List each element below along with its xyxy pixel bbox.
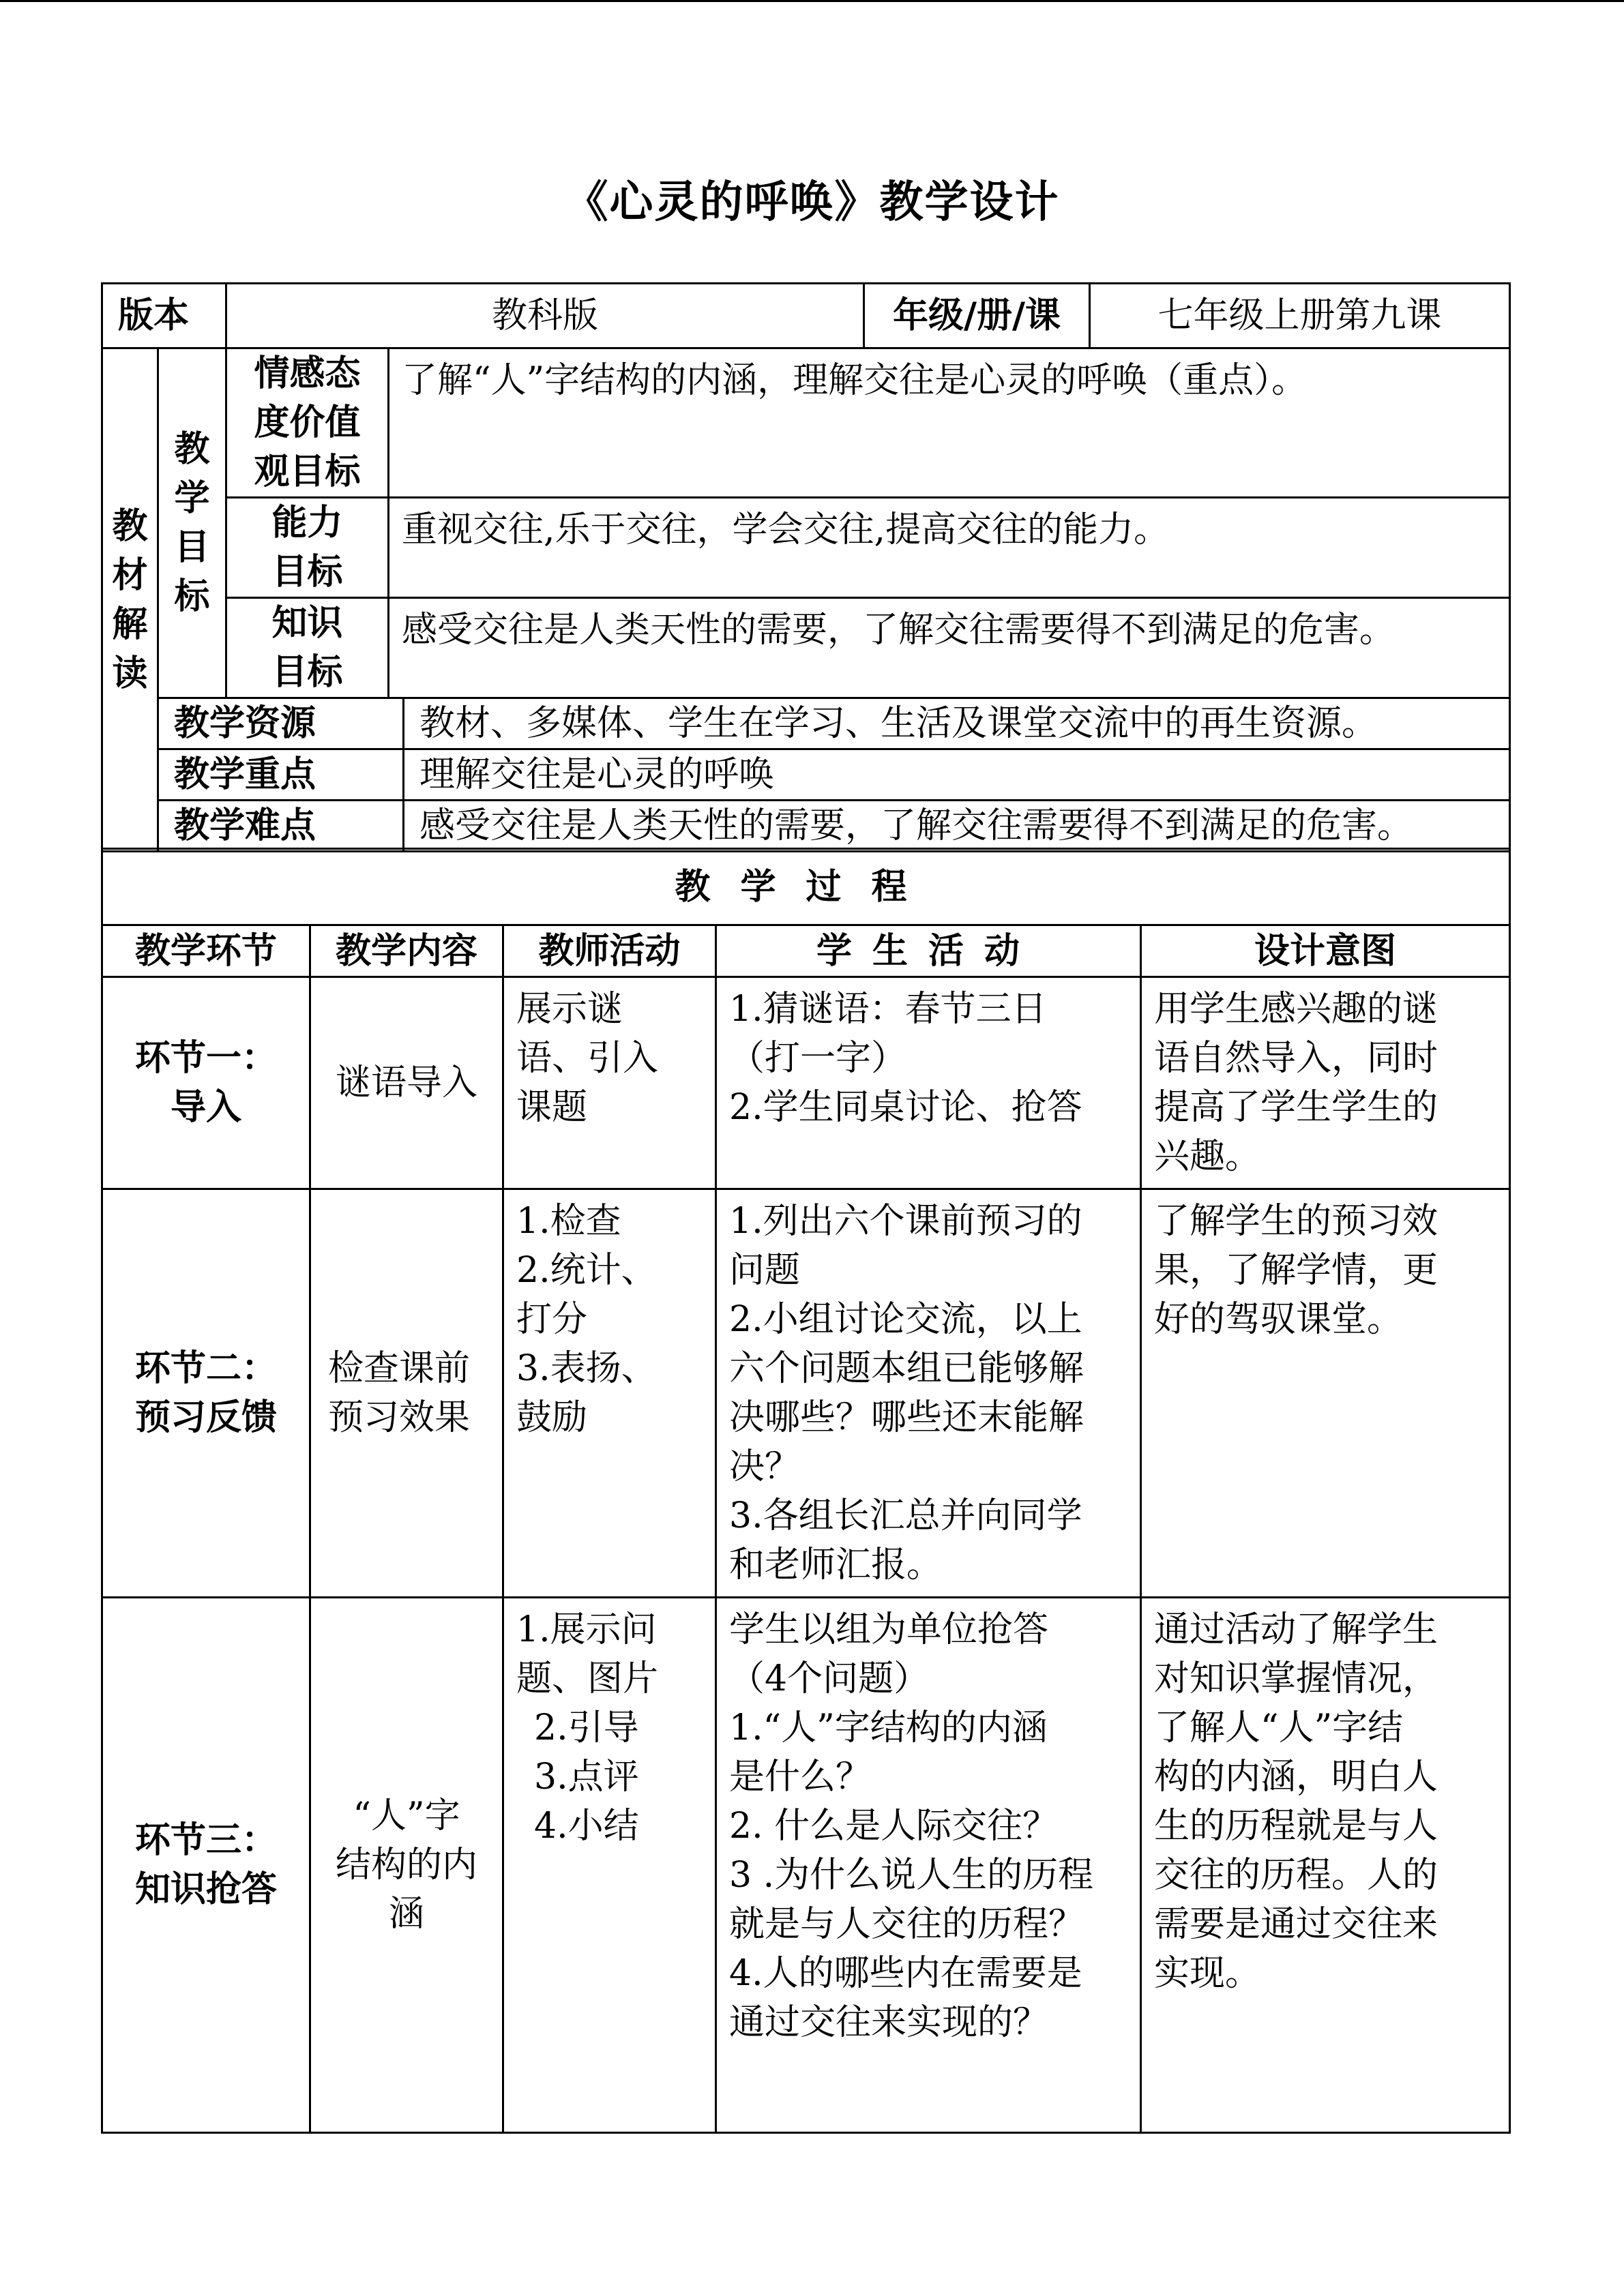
goal-label-ability: 能力目标 (226, 498, 389, 598)
student-cell: 1.列出六个课前预习的 问题 2.小组讨论交流，以上 六个问题本组已能够解 决哪些？哪些还末能解 决？ 3.各组长汇总并向同学 和老师汇报。 (716, 1189, 1141, 1598)
difficulty-label: 教学难点 (158, 801, 404, 852)
goal-text-ability: 重视交往,乐于交往，学会交往,提高交往的能力。 (389, 498, 1510, 598)
column-header-content: 教学内容 (310, 925, 503, 977)
resources-text: 教材、多媒体、学生在学习、生活及课堂交流中的再生资源。 (404, 698, 1510, 749)
stage-cell: 环节一： 导入 (102, 977, 310, 1189)
goal-label-knowledge: 知识目标 (226, 598, 389, 698)
goal-label-emotion: 情感态度价值观目标 (226, 348, 389, 498)
intent-cell: 用学生感兴趣的谜 语自然导入，同时 提高了学生学生的 兴趣。 (1141, 977, 1510, 1189)
goal-text-knowledge: 感受交往是人类天性的需要，了解交往需要得不到满足的危害。 (389, 598, 1510, 698)
table-row (102, 1598, 1510, 2133)
intent-cell: 通过活动了解学生 对知识掌握情况， 了解人“人”字结 构的内涵，明白人 生的历程就是与人 交往的历程。人的 需要是通过交往来 实现。 (1141, 1598, 1510, 2133)
grade-value: 七年级上册第九课 (1090, 284, 1510, 348)
material-section-label: 教材解读 (102, 348, 158, 852)
process-table (101, 848, 1511, 2134)
content-cell: 检查课前预习效果 (310, 1189, 503, 1598)
edition-value: 教科版 (226, 284, 864, 348)
column-header-teacher: 教师活动 (503, 925, 716, 977)
teacher-cell: 展示谜 语、引入 课题 (503, 977, 716, 1189)
top-border (0, 0, 1624, 2)
resources-label: 教学资源 (158, 698, 404, 749)
stage-cell: 环节三： 知识抢答 (102, 1598, 310, 2133)
key-point-label: 教学重点 (158, 749, 404, 801)
table-row (102, 977, 1510, 1189)
goals-label: 教学目标 (158, 348, 226, 698)
stage-cell: 环节二： 预习反馈 (102, 1189, 310, 1598)
column-header-stage: 教学环节 (102, 925, 310, 977)
column-header-intent: 设计意图 (1141, 925, 1510, 977)
table-row (102, 1189, 1510, 1598)
process-heading: 教学过程 (102, 849, 1510, 925)
student-cell: 学生以组为单位抢答 （4个问题） 1.“人”字结构的内涵 是什么？ 2. 什么是人际交往？ 3 .为什么说人生的历程 就是与人交往的历程？ 4.人的哪些内在需要是 通过交往来实现的？ (716, 1598, 1141, 2133)
edition-label: 版本 (102, 284, 226, 348)
goal-text-emotion: 了解“人”字结构的内涵，理解交往是心灵的呼唤（重点）。 (389, 348, 1510, 498)
difficulty-text: 感受交往是人类天性的需要，了解交往需要得不到满足的危害。 (404, 801, 1510, 852)
intent-cell: 了解学生的预习效 果，了解学情，更 好的驾驭课堂。 (1141, 1189, 1510, 1598)
material-table (101, 282, 1511, 852)
grade-label: 年级/册/课 (864, 284, 1090, 348)
content-cell: “人”字 结构的内 涵 (310, 1598, 503, 2133)
teacher-cell: 1.展示问 题、图片 2.引导 3.点评 4.小结 (503, 1598, 716, 2133)
column-header-student: 学生活动 (716, 925, 1141, 977)
page-title: 《心灵的呼唤》教学设计 (564, 177, 1060, 228)
student-cell: 1.猜谜语：春节三日 （打一字） 2.学生同桌讨论、抢答 (716, 977, 1141, 1189)
content-cell: 谜语导入 (310, 977, 503, 1189)
teacher-cell: 1.检查 2.统计、 打分 3.表扬、 鼓励 (503, 1189, 716, 1598)
key-point-text: 理解交往是心灵的呼唤 (404, 749, 1510, 801)
